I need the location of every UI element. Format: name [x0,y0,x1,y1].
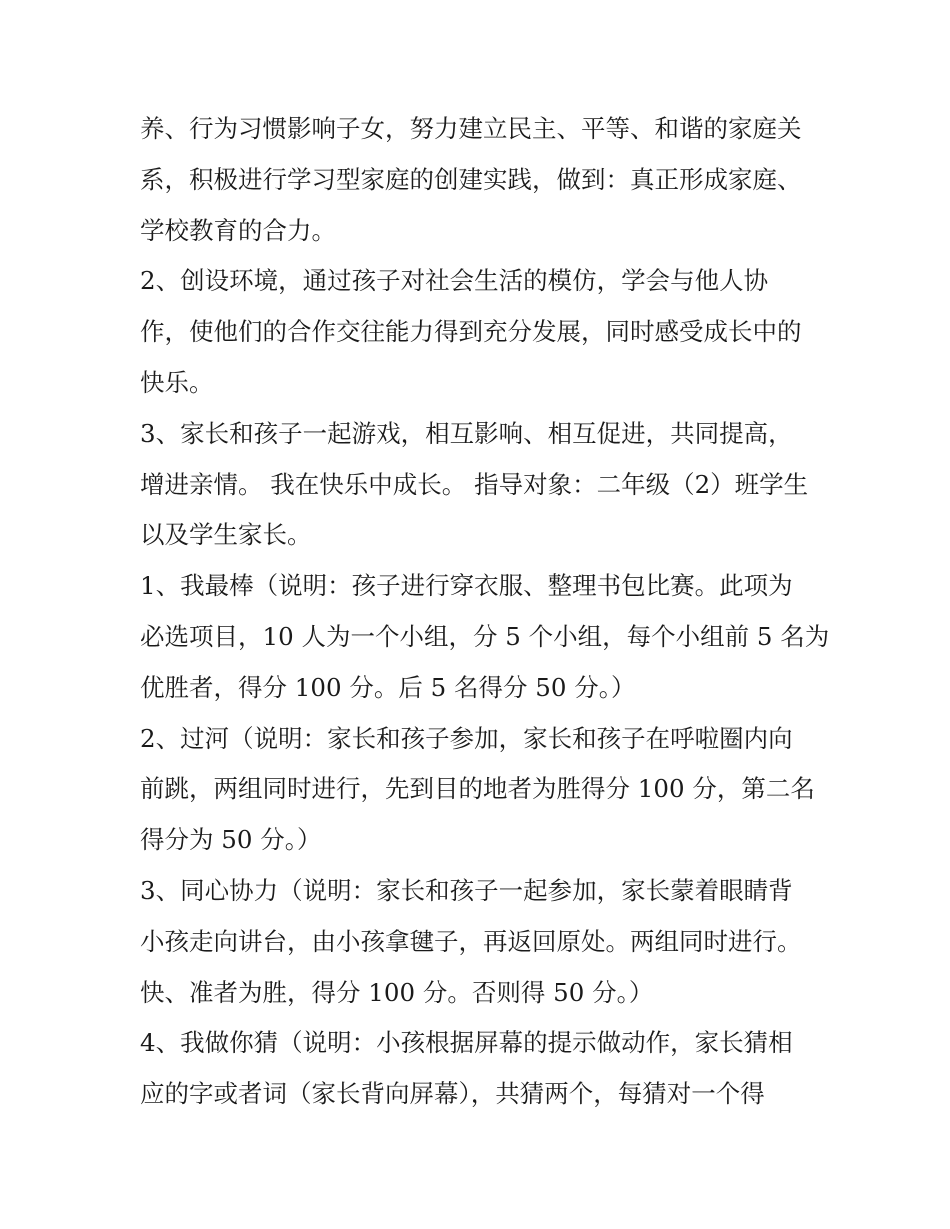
text-line: 作，使他们的合作交往能力得到充分发展，同时感受成长中的 [140,317,802,347]
text-line: 得分为 50 分。） [140,825,322,855]
text-line: 快、准者为胜，得分 100 分。否则得 50 分。） [140,977,654,1007]
text-line: 1、我最棒（说明：孩子进行穿衣服、整理书包比赛。此项为 [140,571,793,601]
text-line: 2、创设环境，通过孩子对社会生活的模仿，学会与他人协 [140,266,769,296]
text-line: 学校教育的合力。 [140,215,336,245]
text-line: 3、同心协力（说明：家长和孩子一起参加，家长蒙着眼睛背 [140,875,793,905]
text-line: 3、家长和孩子一起游戏，相互影响、相互促进，共同提高， [140,418,793,448]
text-line: 增进亲情。 我在快乐中成长。 指导对象：二年级（2）班学生 [140,469,809,499]
document-body [140,104,830,1120]
text-line: 系，积极进行学习型家庭的创建实践，做到：真正形成家庭、 [140,164,802,194]
text-line: 前跳，两组同时进行，先到目的地者为胜得分 100 分，第二名 [140,774,815,804]
text-line: 2、过河（说明：家长和孩子参加，家长和孩子在呼啦圈内向 [140,723,793,753]
text-line: 应的字或者词（家长背向屏幕），共猜两个，每猜对一个得 [140,1079,765,1109]
text-line: 小孩走向讲台，由小孩拿毽子，再返回原处。两组同时进行。 [140,926,802,956]
text-line: 快乐。 [140,367,214,397]
text-line: 4、我做你猜（说明：小孩根据屏幕的提示做动作，家长猜相 [140,1028,793,1058]
text-line: 以及学生家长。 [140,520,312,550]
text-line: 优胜者，得分 100 分。后 5 名得分 50 分。） [140,672,636,702]
text-line: 必选项目，10 人为一个小组，分 5 个小组，每个小组前 5 名为 [140,621,830,651]
text-line: 养、行为习惯影响子女，努力建立民主、平等、和谐的家庭关 [140,114,802,143]
